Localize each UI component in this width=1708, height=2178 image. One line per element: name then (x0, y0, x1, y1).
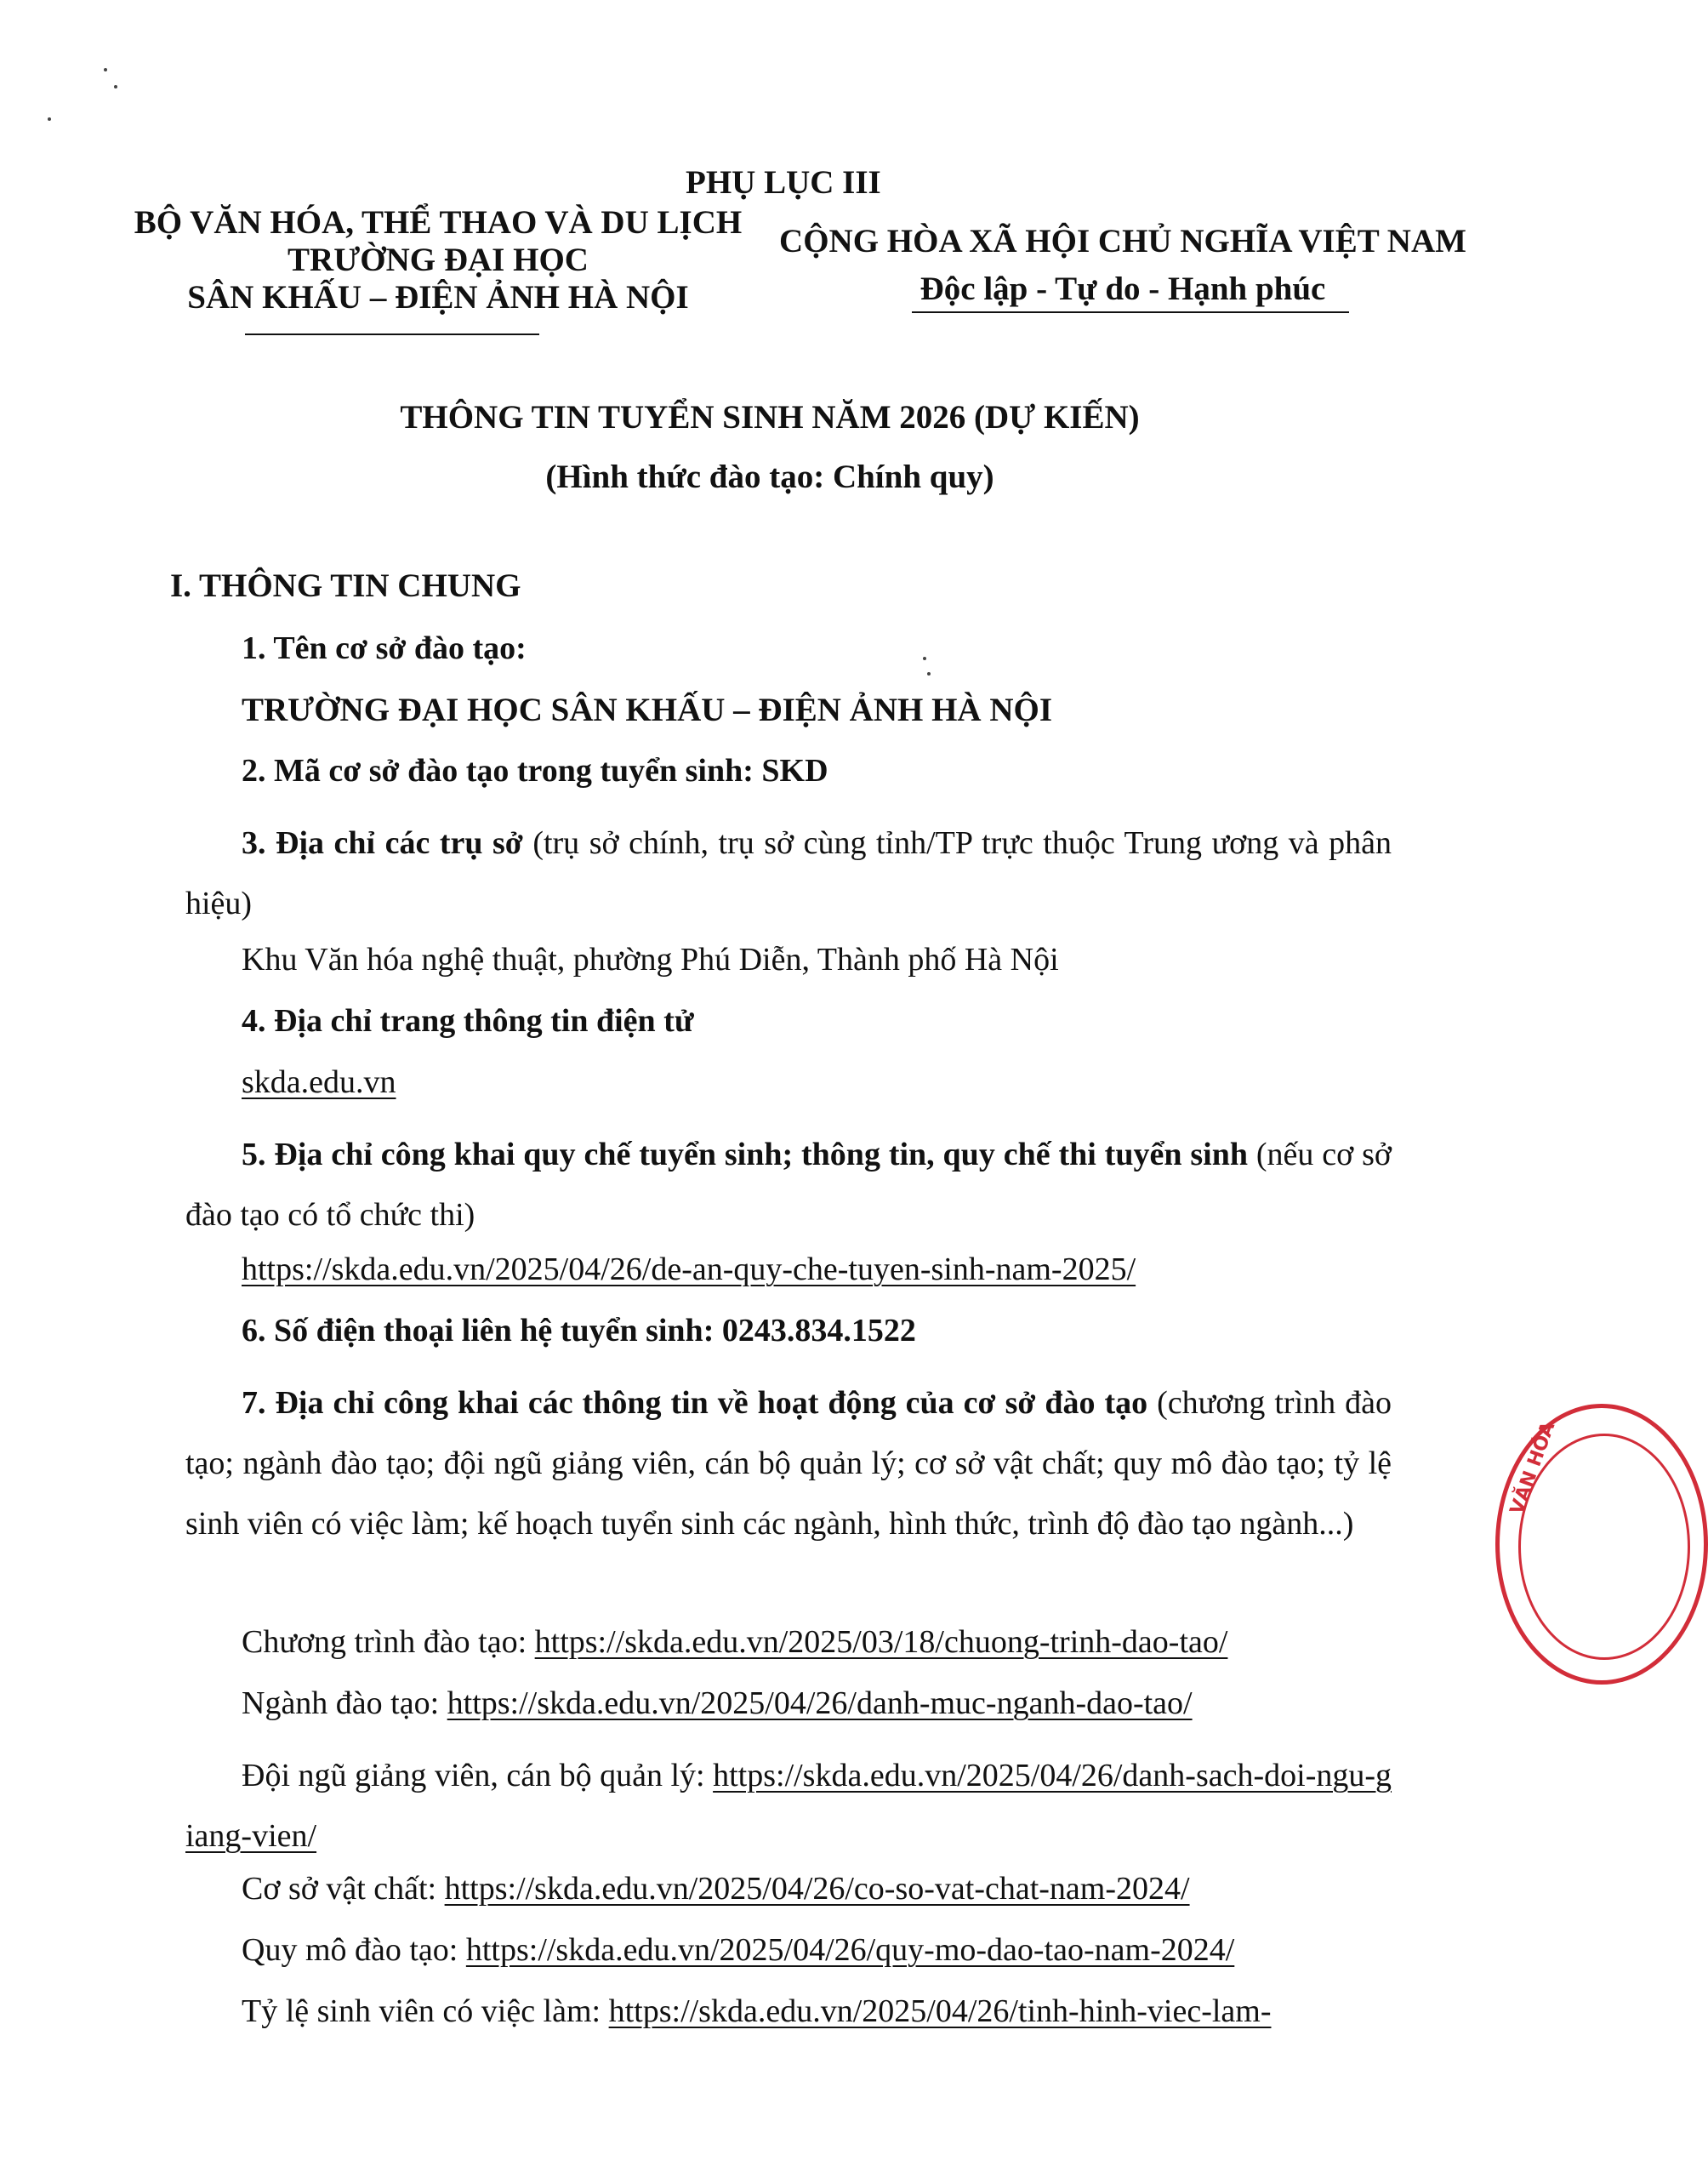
item5 (185, 1125, 1392, 1246)
item3-label: 3. Địa chỉ các trụ sở (242, 825, 523, 861)
item6: 6. Số điện thoại liên hệ tuyển sinh: 0243.834.1522 (242, 1313, 916, 1348)
ministry-name: BỘ VĂN HÓA, THỂ THAO VÀ DU LỊCH (134, 204, 743, 241)
document-subtitle: (Hình thức đào tạo: Chính quy) (545, 459, 994, 495)
faculty-link[interactable]: https://skda.edu.vn/2025/04/26/danh-sach-doi-ngu-giang-vien/ (185, 1758, 1392, 1854)
link-label: Cơ sở vật chất: (242, 1871, 445, 1907)
republic-name: CỘNG HÒA XÃ HỘI CHỦ NGHĨA VIỆT NAM (779, 223, 1466, 259)
item1-label: 1. Tên cơ sở đào tạo: (242, 630, 527, 666)
item1-value: TRƯỜNG ĐẠI HỌC SÂN KHẤU – ĐIỆN ẢNH HÀ NỘI (242, 692, 1053, 728)
stamp-text: VĂN HÓA (1506, 1419, 1560, 1518)
item2: 2. Mã cơ sở đào tạo trong tuyển sinh: SKD (242, 753, 828, 789)
item5-note: (nếu cơ sở đào tạo có tổ chức thi) (185, 1137, 1392, 1233)
link-row-majors (242, 1685, 1193, 1722)
motto: Độc lập - Tự do - Hạnh phúc (919, 271, 1326, 307)
item5-label: 5. Địa chỉ công khai quy chế tuyển sinh; thông tin, quy chế thi tuyển sinh (242, 1137, 1248, 1172)
official-stamp (1495, 1404, 1708, 1685)
item4-label: 4. Địa chỉ trang thông tin điện tử (242, 1003, 694, 1039)
document-title: THÔNG TIN TUYỂN SINH NĂM 2026 (DỰ KIẾN) (400, 399, 1140, 436)
link-label: Quy mô đào tạo: (242, 1932, 466, 1968)
section-heading: I. THÔNG TIN CHUNG (170, 567, 521, 604)
scale-link[interactable]: https://skda.edu.vn/2025/04/26/quy-mo-dao-tao-nam-2024/ (465, 1932, 1235, 1968)
appendix-label: PHỤ LỤC III (686, 164, 881, 201)
link-label: Đội ngũ giảng viên, cán bộ quản lý: (242, 1758, 714, 1793)
item3 (185, 813, 1392, 934)
republic-block (766, 223, 1480, 308)
motto-underline (912, 311, 1349, 313)
ministry-underline (245, 334, 539, 335)
school-name-line2: SÂN KHẤU – ĐIỆN ẢNH HÀ NỘI (187, 279, 689, 316)
item7-note: (chương trình đào tạo; ngành đào tạo; đội ngũ giảng viên, cán bộ quản lý; cơ sở vật chất; quy mô đào tạo; tỷ lệ sinh viên có việc làm; kế hoạch tuyển sinh các ngành, hình thức, trình độ đào tạo ngành...) (185, 1385, 1392, 1542)
link-label: Tỷ lệ sinh viên có việc làm: (242, 1993, 609, 2029)
school-name-line1: TRƯỜNG ĐẠI HỌC (288, 242, 589, 278)
program-link[interactable]: https://skda.edu.vn/2025/03/18/chuong-trinh-dao-tao/ (534, 1624, 1228, 1660)
item3-note: (trụ sở chính, trụ sở cùng tỉnh/TP trực thuộc Trung ương và phân hiệu) (185, 825, 1392, 921)
link-row-scale (242, 1931, 1234, 1969)
link-row-program (242, 1623, 1227, 1661)
link-row-employment (242, 1993, 1272, 2030)
website-link[interactable]: skda.edu.vn (242, 1064, 396, 1100)
link-row-facilities (242, 1870, 1190, 1907)
employment-link[interactable]: https://skda.edu.vn/2025/04/26/tinh-hinh-viec-lam- (608, 1993, 1272, 2029)
regulation-link[interactable]: https://skda.edu.vn/2025/04/26/de-an-quy-che-tuyen-sinh-nam-2025/ (242, 1251, 1136, 1287)
link-label: Chương trình đào tạo: (242, 1624, 535, 1660)
majors-link[interactable]: https://skda.edu.vn/2025/04/26/danh-muc-nganh-dao-tao/ (447, 1685, 1193, 1721)
item7-label: 7. Địa chỉ công khai các thông tin về hoạt động của cơ sở đào tạo (242, 1385, 1148, 1421)
link-label: Ngành đào tạo: (242, 1685, 447, 1721)
item3-value: Khu Văn hóa nghệ thuật, phường Phú Diễn, Thành phố Hà Nội (242, 942, 1059, 978)
link-row-faculty (185, 1746, 1392, 1867)
ministry-block (111, 204, 766, 316)
facilities-link[interactable]: https://skda.edu.vn/2025/04/26/co-so-vat-chat-nam-2024/ (444, 1871, 1190, 1907)
item7 (185, 1373, 1392, 1554)
